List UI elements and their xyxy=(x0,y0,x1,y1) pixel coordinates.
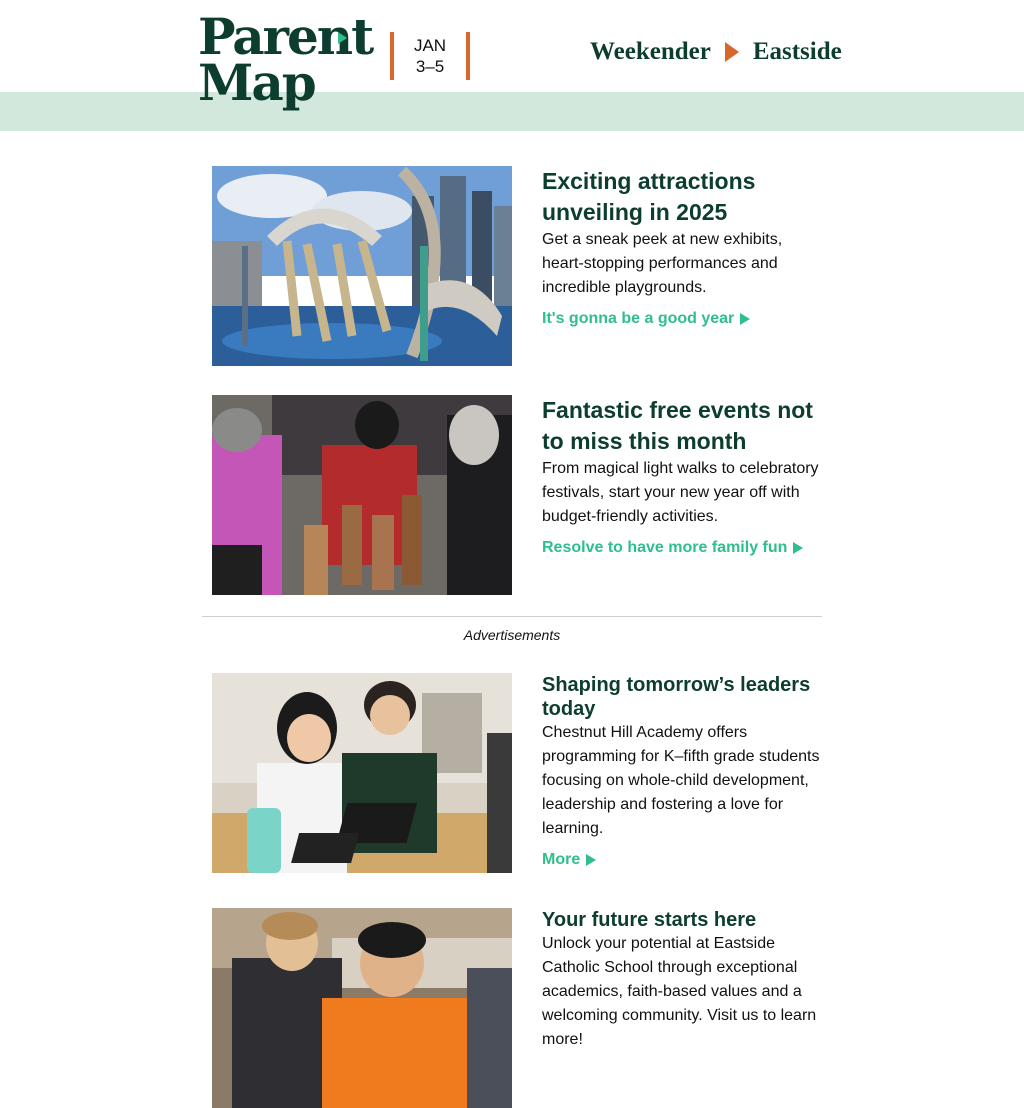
play-arrow-icon xyxy=(725,42,739,62)
date-month: JAN xyxy=(413,36,447,55)
article-link-label: It's gonna be a good year xyxy=(542,310,735,327)
article-description: Get a sneak peek at new exhibits, heart-stopping performances and incredible playgrounds. xyxy=(542,231,783,296)
ad-description: Unlock your potential at Eastside Catholic School through exceptional academics, faith-based values and a welcoming community. Visit us to learn more! xyxy=(542,935,817,1048)
edition-title xyxy=(590,38,842,66)
article-link[interactable] xyxy=(542,310,827,328)
article-description: From magical light walks to celebratory festivals, start your new year off with budget-friendly activities. xyxy=(542,460,819,525)
play-arrow-icon xyxy=(586,854,596,866)
date-badge xyxy=(390,32,470,80)
edition-name: Weekender xyxy=(590,38,711,65)
date-range: 3–5 xyxy=(415,57,445,76)
logo-line-2: Map xyxy=(198,53,315,112)
email-header xyxy=(0,0,1024,131)
edition-region: Eastside xyxy=(752,38,842,65)
article-image-kids-event[interactable] xyxy=(212,395,512,595)
play-arrow-icon xyxy=(740,313,750,325)
section-divider xyxy=(202,616,822,617)
ad-title[interactable]: Your future starts here xyxy=(542,909,757,931)
ad-title[interactable]: Shaping tomorrow’s leaders today xyxy=(542,674,811,720)
article-link[interactable] xyxy=(542,539,827,557)
ad-link[interactable] xyxy=(542,851,827,869)
article-title[interactable]: Fantastic free events not to miss this month xyxy=(542,397,813,454)
article-link-label: Resolve to have more family fun xyxy=(542,539,788,556)
ad-description: Chestnut Hill Academy offers programming for K–fifth grade students focusing on whole-child development, leadership and fostering a love for learning. xyxy=(542,724,820,837)
ad-image-classroom[interactable] xyxy=(212,673,512,873)
article-title[interactable]: Exciting attractions unveiling in 2025 xyxy=(542,168,756,225)
ad-image-students[interactable] xyxy=(212,908,512,1108)
logo-triangle-icon xyxy=(338,32,347,44)
advertisements-label: Advertisements xyxy=(463,627,561,643)
ad-link-label: More xyxy=(542,851,581,868)
logo-line-1: Parent xyxy=(198,7,373,66)
parentmap-logo[interactable] xyxy=(198,7,373,112)
article-image-playground[interactable] xyxy=(212,166,512,366)
play-arrow-icon xyxy=(793,542,803,554)
